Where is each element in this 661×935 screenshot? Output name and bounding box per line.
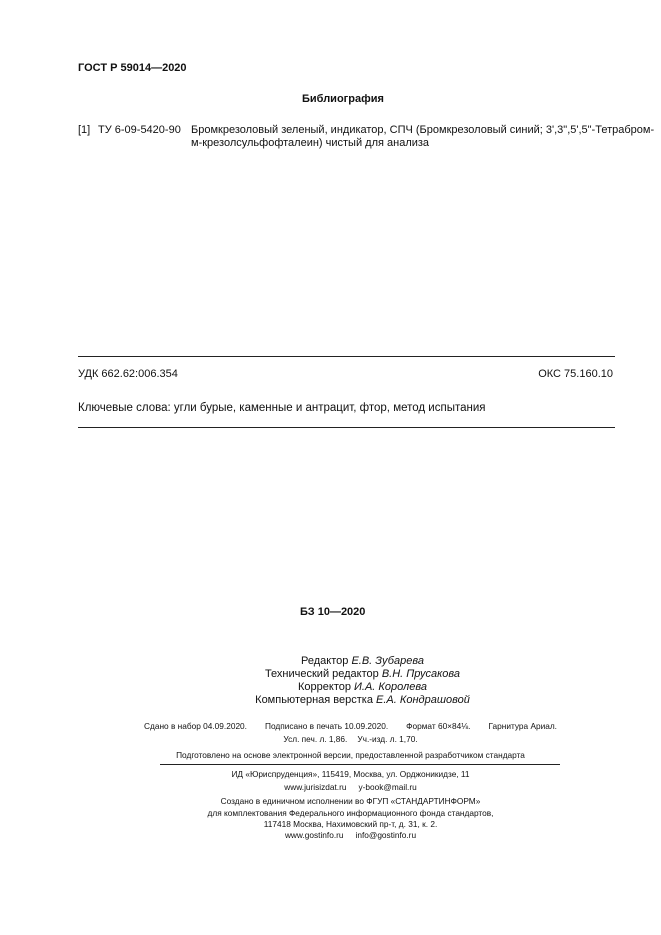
publisher-line: ИД «Юриспруденция», 115419, Москва, ул. Орджоникидзе, 11: [231, 769, 470, 779]
print-info-line1: Сдано в набор 04.09.2020. Подписано в печать 10.09.2020. Формат 60×84⅛. Гарнитура Ариал.: [144, 721, 557, 731]
oks: ОКС 75.160.10: [538, 368, 613, 380]
address: 117418 Москва, Нахимовский пр-т, д. 31, к. 2.: [263, 819, 438, 829]
created-line2: для комплектования Федерального информационного фонда стандартов,: [207, 808, 494, 818]
staff-editor: Редактор Е.В. Зубарева: [301, 655, 424, 667]
staff-tech-editor: Технический редактор В.Н. Прусакова: [264, 668, 461, 680]
udk: УДК 662.62:006.354: [78, 368, 178, 380]
created-line1: Создано в единичном исполнении во ФГУП «СТАНДАРТИНФОРМ»: [220, 796, 481, 806]
bib-entry-num: [1]: [78, 124, 91, 136]
publisher-contacts: www.jurisizdat.ru y-book@mail.ru: [284, 782, 417, 792]
bib-entry-ref: ТУ 6-09-5420-90: [98, 124, 181, 136]
divider: [160, 764, 560, 765]
edition-code: БЗ 10—2020: [300, 606, 366, 618]
prepared-note: Подготовлено на основе электронной версии, предоставленной разработчиком стандарта: [176, 750, 525, 760]
bib-entry-text-1: Бромкрезоловый зеленый, индикатор, СПЧ (Бромкрезоловый синий; 3',3",5',5"-Тетрабром-: [191, 124, 655, 136]
doc-code: ГОСТ Р 59014—2020: [78, 62, 187, 74]
print-info-line2: Усл. печ. л. 1,86. Уч.-изд. л. 1,70.: [283, 734, 418, 744]
bibliography-title: Библиография: [302, 93, 384, 105]
divider: [78, 356, 615, 357]
bib-entry-text-2: м-крезолсульфофталеин) чистый для анализа: [191, 137, 430, 149]
staff-corrector: Корректор И.А. Королева: [298, 681, 427, 693]
divider: [78, 427, 615, 428]
gostinfo-contacts: www.gostinfo.ru info@gostinfo.ru: [284, 830, 417, 840]
keywords: Ключевые слова: угли бурые, каменные и антрацит, фтор, метод испытания: [78, 402, 486, 414]
staff-layout: Компьютерная верстка Е.А. Кондрашовой: [255, 694, 470, 706]
